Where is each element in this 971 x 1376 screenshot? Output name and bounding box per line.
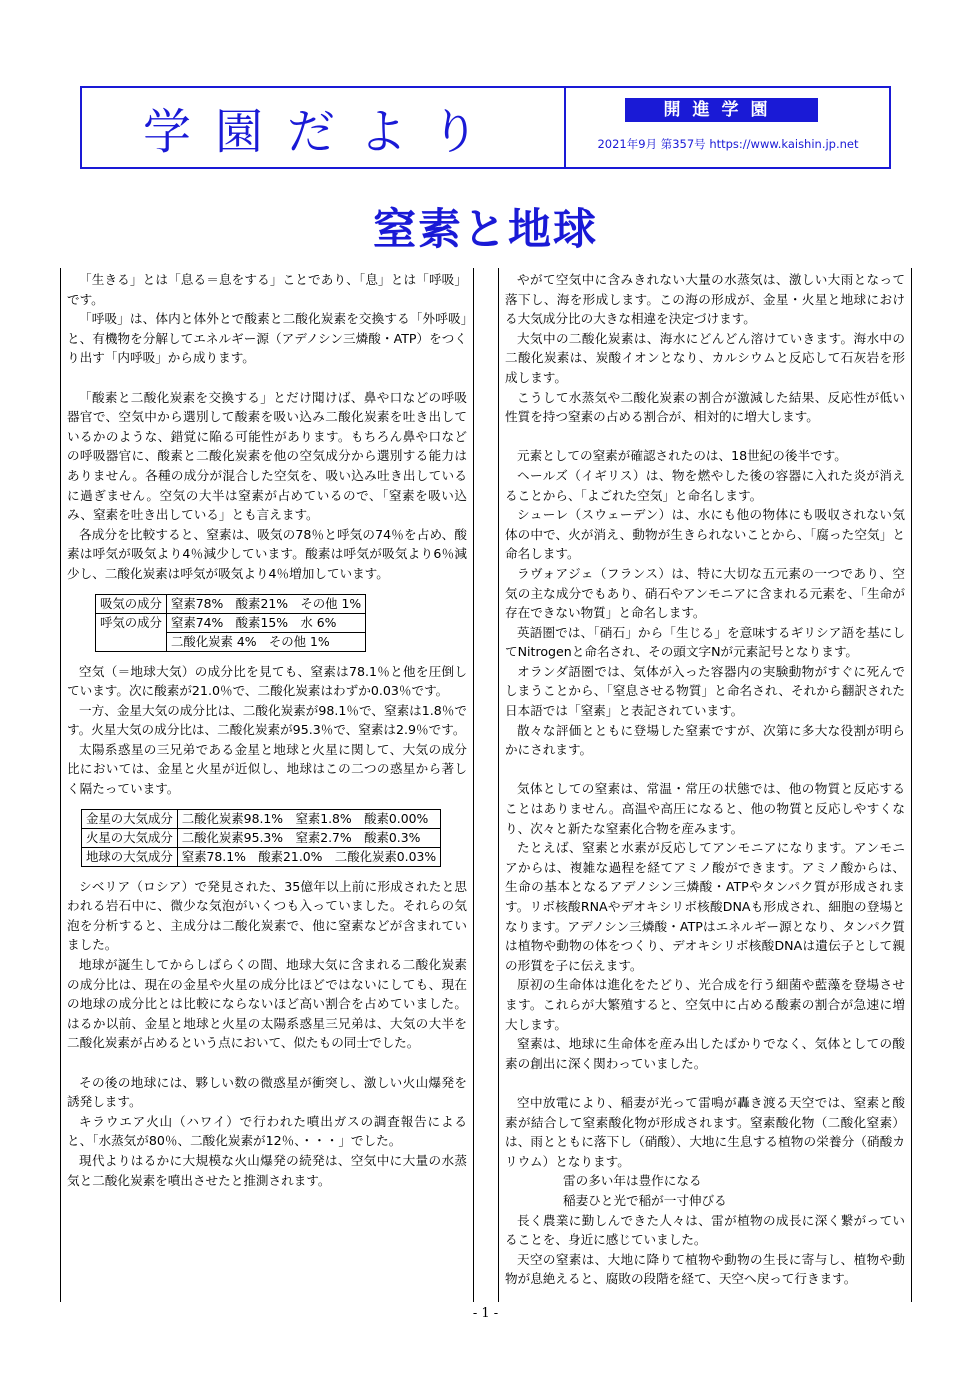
school-name-badge: 開進学園 (625, 98, 818, 122)
paragraph: 気体としての窒素は、常温・常圧の状態では、他の物質と反応することはありません。高温や高圧になると、他の物質と反応しやすくなり、次々と新たな窒素化合物を産みます。 (505, 781, 905, 836)
paragraph: シューレ（スウェーデン）は、水にも他の物体にも吸収されない気体の中で、火が消え、動物が生きられないことから、「腐った空気」と命名します。 (505, 507, 905, 562)
table-cell: 窒素78% 酸素21% その他 1% (166, 594, 365, 613)
paragraph: 窒素は、地球に生命体を産み出したばかりでなく、気体としての酸素の創出に深く関わっていました。 (505, 1036, 905, 1071)
paragraph: 「酸素と二酸化炭素を交換する」とだけ聞けば、鼻や口などの呼吸器官で、空気中から選別して酸素を吸い込み二酸化炭素を吐き出しているかのような、錯覚に陥る可能性があります。もちろん鼻や口などの呼吸器官に、酸素と二酸化炭素を他の空気成分から選別する能力はありません。各種の成分が混合した空気を、吸い込み吐き出しているに過ぎません。空気の大半は窒素が占めているので、「窒素を吸い込み、窒素を吐き出している」とも言えます。 (67, 389, 467, 523)
table-cell: 金星の大気成分 (82, 809, 178, 828)
newsletter-title: 学園だより (142, 104, 503, 160)
paragraph: 天空の窒素は、大地に降りて植物や動物の生長に寄与し、植物や動物が息絶えると、腐敗の段階を経て、天空へ戻って行きます。 (505, 1251, 905, 1287)
planet-atmosphere-table (81, 809, 441, 867)
paragraph: 大気中の二酸化炭素は、海水にどんどん溶けていきます。海水中の二酸化炭素は、炭酸イオンとなり、カルシウムと反応して石灰岩を形成します。 (505, 330, 905, 385)
table-cell: 二酸化炭素 4% その他 1% (166, 632, 365, 651)
table-row (96, 613, 366, 632)
masthead-divider (564, 88, 566, 167)
table-row (96, 632, 366, 651)
paragraph: 元素としての窒素が確認されたのは、18世紀の後半です。 (517, 448, 847, 464)
table-cell: 窒素78.1% 酸素21.0% 二酸化炭素0.03% (177, 847, 440, 866)
issue-info: 2021年9月 第357号 https://www.kaishin.jp.net (597, 137, 859, 151)
page-number: - 1 - (472, 1306, 499, 1321)
table-cell: 呼気の成分 (96, 613, 167, 632)
paragraph: こうして水蒸気や二酸化炭素の割合が激減した結果、反応性が低い性質を持つ窒素の占める割合が、相対的に増大します。 (505, 389, 905, 425)
table-cell: 二酸化炭素98.1% 窒素1.8% 酸素0.00% (177, 809, 440, 828)
paragraph: 地球が誕生してからしばらくの間、地球大気に含まれる二酸化炭素の成分比は、現在の金星や火星の成分比ほどではないにしても、現在の地球の成分比とは比較にならないほど高い割合を占めていました。はるか以前、金星と地球と火星の太陽系惑星三兄弟は、大気の大半を二酸化炭素が占めるという点において、似たもの同士でした。 (67, 957, 467, 1051)
table-row (82, 847, 441, 866)
paragraph: 「呼吸」は、体内と体外とで酸素と二酸化炭素を交換する「外呼吸」と、有機物を分解してエネルギー源（アデノシン三燐酸・ATP）をつくり出す「内呼吸」から成ります。 (67, 311, 467, 366)
paragraph: 「生きる」とは「息る＝息をする」ことであり、「息」とは「呼吸」です。 (67, 272, 467, 307)
left-column (60, 268, 474, 1302)
paragraph: シベリア（ロシア）で発見された、35億年以上前に形成されたと思われる岩石中に、微少な気泡がいくつも入っていました。それらの気泡を分析すると、主成分は二酸化炭素で、他に窒素などが含まれていました。 (67, 878, 467, 953)
breath-composition-table (95, 594, 366, 652)
proverb: 稲妻ひと光で稲が一寸伸びる (563, 1192, 727, 1208)
paragraph: 空気（＝地球大気）の成分比を見ても、窒素は78.1％と他を圧倒しています。次に酸素が21.0％で、二酸化炭素はわずか0.03％です。 (67, 663, 467, 699)
paragraph: キラウエア火山（ハワイ）で行われた噴出ガスの調査報告によると、「水蒸気が80％、二酸化炭素が12％、・・・」でした。 (67, 1113, 467, 1149)
paragraph: 英語圏では、「硝石」から「生じる」を意味するギリシア語を基にしてNitrogenと命名され、その頭文字Nが元素記号となります。 (505, 624, 905, 660)
table-cell: 二酸化炭素95.3% 窒素2.7% 酸素0.3% (177, 828, 440, 847)
table-row (82, 809, 441, 828)
table-row (96, 594, 366, 613)
paragraph: ヘールズ（イギリス）は、物を燃やした後の容器に入れた炎が消えることから、「よごれた空気」と命名します。 (505, 467, 905, 503)
masthead (80, 86, 891, 169)
paragraph: 各成分を比較すると、窒素は、吸気の78％と呼気の74％を占め、酸素は呼気が吸気より4％減少しています。酸素は呼気が吸気より6％減少し、二酸化炭素は呼気が吸気より4％増加しています。 (67, 526, 467, 581)
paragraph: たとえば、窒素と水素が反応してアンモニアになります。アンモニアからは、複雑な過程を経てアミノ酸ができます。アミノ酸からは、生命の基本となるアデノシン三燐酸・ATPやタンパク質が形成されます。リボ核酸RNAやデオキシリボ核酸DNAも形成され、細胞の登場となります。アデノシン三燐酸・ATPはエネルギー源となり、タンパク質は植物や動物の体をつくり、デオキシリボ核酸DNAは遺伝子として親の形質を子に伝えます。 (505, 840, 905, 973)
table-cell: 地球の大気成分 (82, 847, 178, 866)
table-cell (96, 632, 167, 651)
proverb: 雷の多い年は豊作になる (563, 1173, 702, 1189)
table-cell: 窒素74% 酸素15% 水 6% (166, 613, 365, 632)
table-cell: 火星の大気成分 (82, 828, 178, 847)
paragraph: やがて空気中に含みきれない大量の水蒸気は、激しい大雨となって落下し、海を形成します。この海の形成が、金星・火星と地球における大気成分比の大きな相違を決定づけます。 (505, 272, 905, 327)
paragraph: 一方、金星大気の成分比は、二酸化炭素が98.1％で、窒素は1.8％です。火星大気の成分比は、二酸化炭素が95.3％で、窒素は2.9％です。 (67, 702, 467, 738)
paragraph: 長く農業に勤しんできた人々は、雷が植物の成長に深く繋がっていることを、身近に感じていました。 (505, 1212, 905, 1248)
paragraph: 空中放電により、稲妻が光って雷鳴が轟き渡る天空では、窒素と酸素が結合して窒素酸化物が形成されます。窒素酸化物（二酸化窒素）は、雨とともに落下し（硝酸）、大地に生息する植物の栄養分（硝酸カリウム）となります。 (505, 1094, 905, 1169)
article-headline: 窒素と地球 (373, 205, 598, 255)
paragraph: 現代よりはるかに大規模な火山爆発の続発は、空気中に大量の水蒸気と二酸化炭素を噴出させたと推測されます。 (67, 1152, 467, 1188)
paragraph: 太陽系惑星の三兄弟である金星と地球と火星に関して、大気の成分比においては、金星と火星が近似し、地球はこの二つの惑星から著しく隔たっています。 (67, 741, 467, 797)
paragraph: オランダ語圏では、気体が入った容器内の実験動物がすぐに死んでしまうことから、「窒息させる物質」と命名され、それから翻訳された日本語では「窒素」と表記されています。 (505, 663, 905, 719)
paragraph: 散々な評価とともに登場した窒素ですが、次第に多大な役割が明らかにされます。 (505, 722, 905, 758)
right-column (498, 268, 912, 1302)
table-row (82, 828, 441, 847)
table-cell: 吸気の成分 (96, 594, 167, 613)
paragraph: 原初の生命体は進化をたどり、光合成を行う細菌や藍藻を登場させます。これらが大繁殖すると、空気中に占める酸素の割合が急速に増大します。 (505, 977, 905, 1032)
paragraph: ラヴォアジェ（フランス）は、特に大切な五元素の一つであり、空気の主な成分でもあり、硝石やアンモニアに含まれる元素を、「生命が存在できない物質」と命名します。 (505, 565, 905, 621)
paragraph: その後の地球には、夥しい数の微惑星が衝突し、激しい火山爆発を誘発します。 (67, 1074, 467, 1110)
